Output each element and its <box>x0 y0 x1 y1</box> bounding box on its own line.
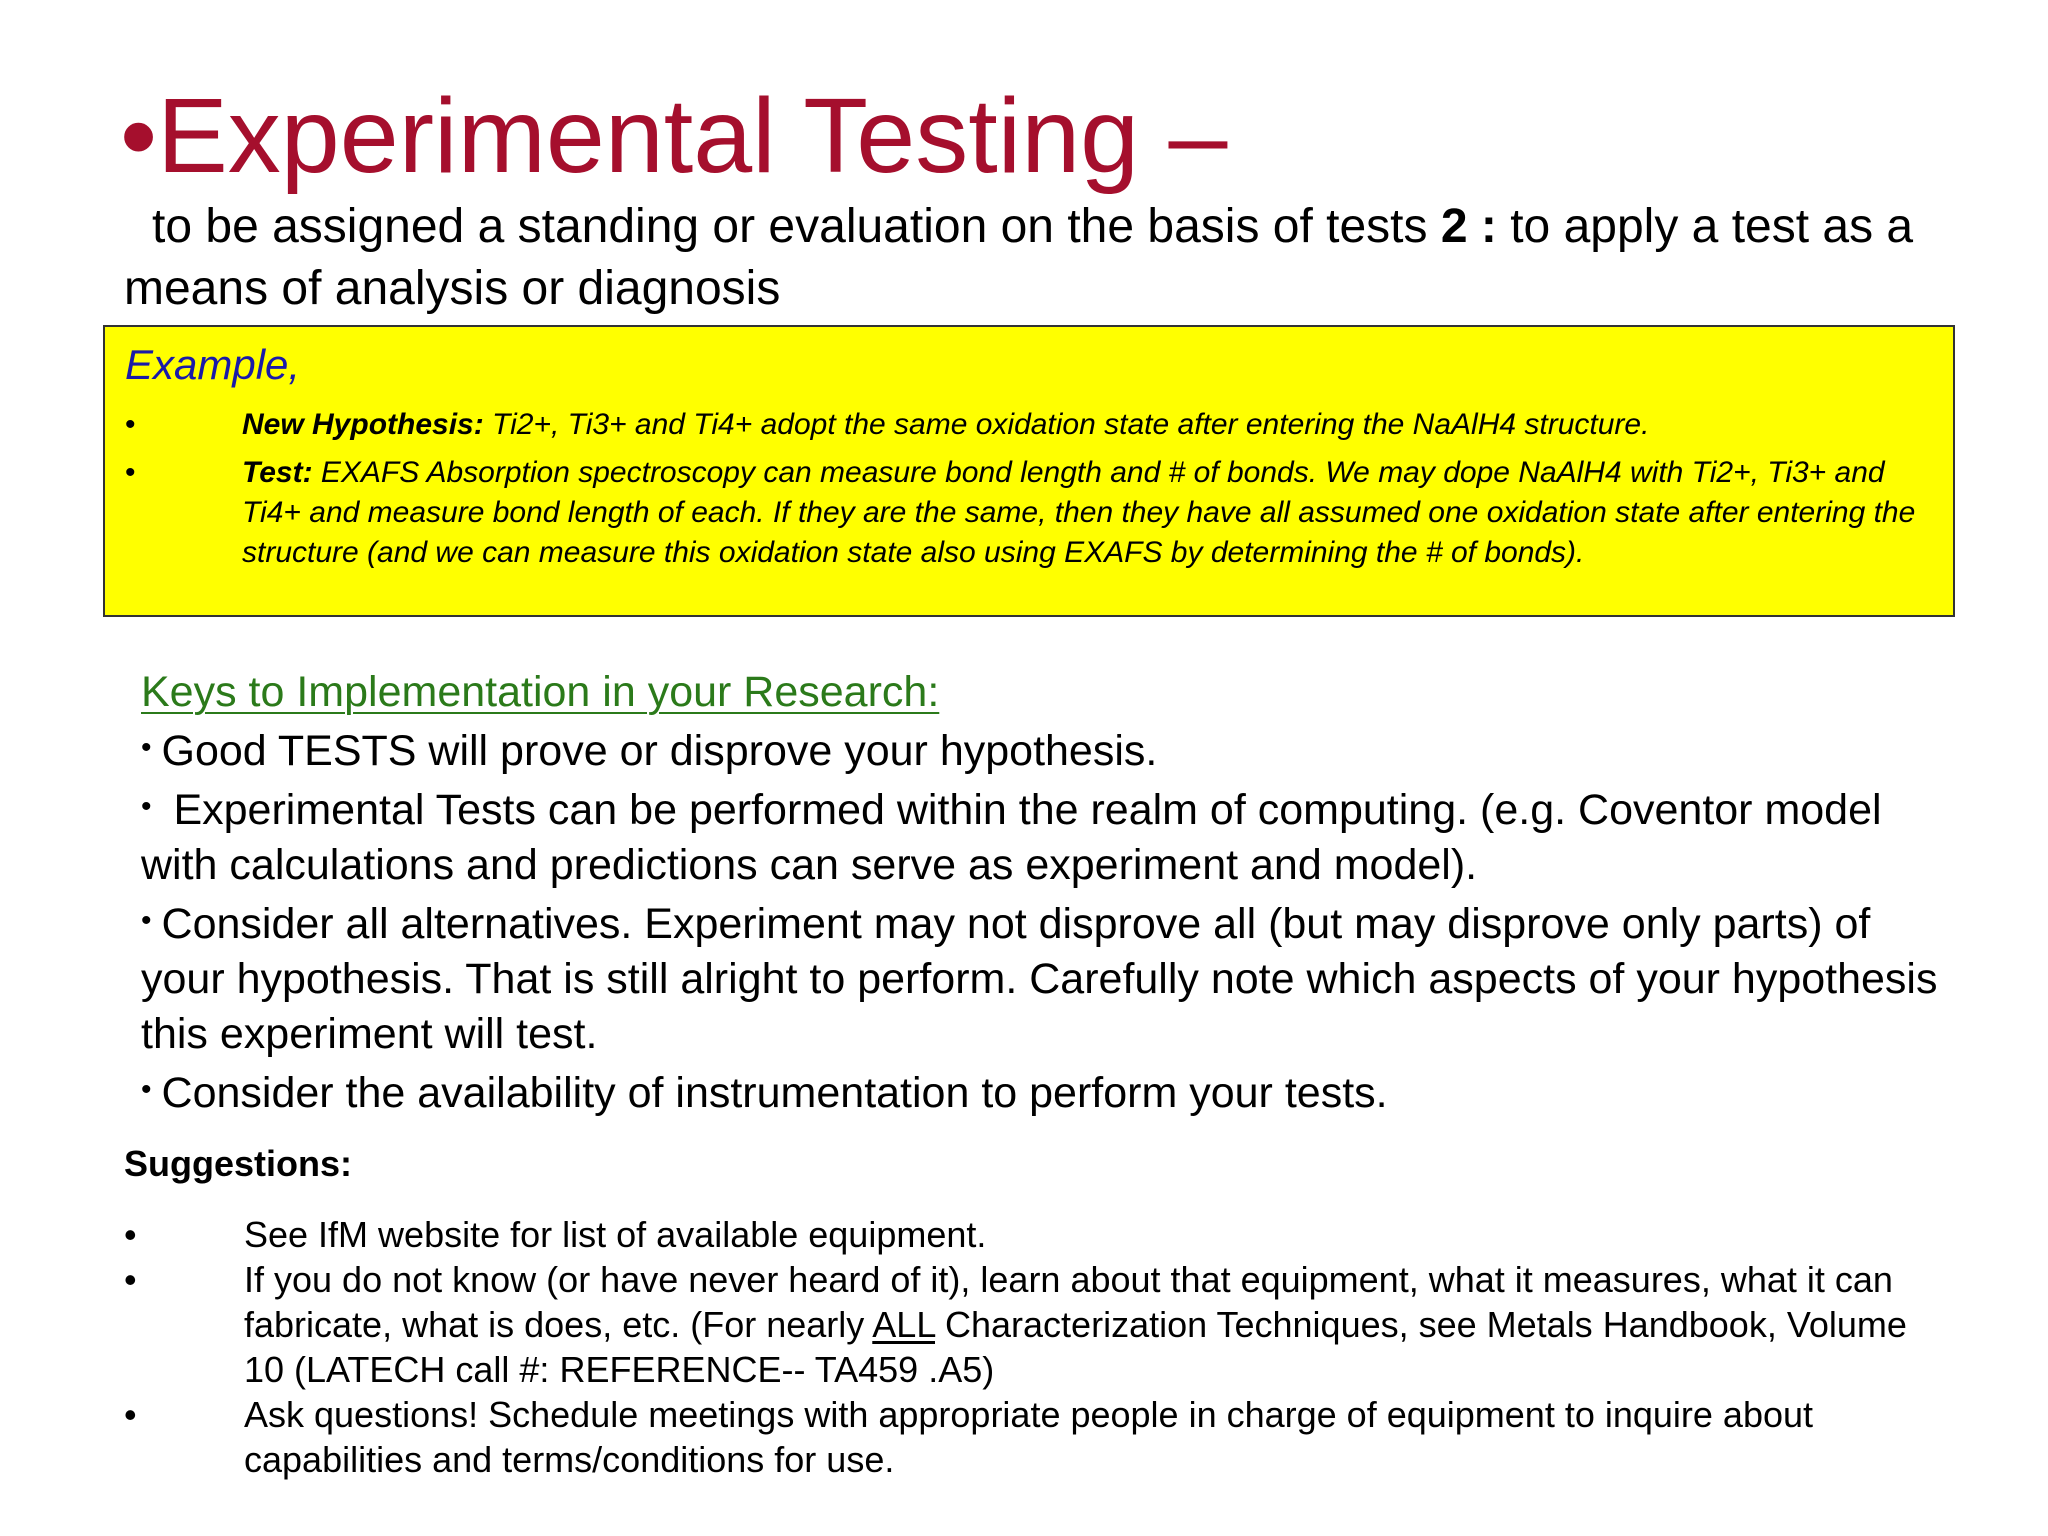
bullet: • <box>124 1394 137 1435</box>
bullet: • <box>141 790 152 823</box>
definition-bold: 2 : <box>1440 200 1497 253</box>
definition-text <box>124 196 1954 320</box>
suggestion-item: • Ask questions! Schedule meetings with appropriate people in charge of equipment to inquire about capabilities and terms/conditions for use. <box>124 1394 1814 1480</box>
bullet: • <box>125 456 136 489</box>
keys-section <box>141 665 1941 1121</box>
bullet: • <box>124 1259 137 1300</box>
keys-heading: Keys to Implementation in your Research: <box>141 668 940 716</box>
bullet: • <box>125 408 136 441</box>
keys-item: • Consider all alternatives. Experiment may not disprove all (but may disprove only parts) of your hypothesis. That is still alright to perform. Carefully note which aspects of your hypothesis this experiment will test. <box>141 900 1938 1058</box>
suggestions-section <box>124 1140 1954 1482</box>
suggestions-list <box>124 1212 1954 1482</box>
example-item-label: Test: <box>242 456 313 489</box>
example-item-label: New Hypothesis: <box>242 408 484 441</box>
slide-title: •Experimental Testing – <box>120 77 1228 195</box>
example-heading: Example, <box>125 341 301 388</box>
example-item-text: New Hypothesis: Ti2+, Ti3+ and Ti4+ adopt the same oxidation state after entering the NaAlH4 structure. <box>242 408 1650 441</box>
example-item-text: Test: EXAFS Absorption spectroscopy can measure bond length and # of bonds. We may dope NaAlH4 with Ti2+, Ti3+ and Ti4+ and measure bond length of each. If they are the same, then they have all assumed one oxidation state after entering the structure (and we can measure this oxidation state also using EXAFS by determining the # of bonds). <box>242 456 1916 569</box>
definition-part2: to apply a test as a means of analysis or diagnosis <box>124 200 1914 315</box>
example-box <box>103 325 1955 617</box>
keys-item: • Consider the availability of instrumentation to perform your tests. <box>141 1069 1388 1117</box>
definition-part1: to be assigned a standing or evaluation on the basis of tests <box>152 200 1441 253</box>
suggestion-item: • If you do not know (or have never heard of it), learn about that equipment, what it measures, what it can fabricate, what is does, etc. (For nearly ALL Characterization Techniques, see Metals Handbook, Volume 10 (LATECH call #: REFERENCE-- TA459 .A5) <box>124 1259 1907 1390</box>
underlined-all: ALL <box>872 1304 935 1345</box>
suggestion-item: • See IfM website for list of available equipment. <box>124 1214 987 1255</box>
suggestions-heading: Suggestions: <box>124 1143 353 1184</box>
bullet: • <box>124 1214 137 1255</box>
bullet: • <box>141 731 152 764</box>
bullet: • <box>141 1073 152 1106</box>
keys-item: • Experimental Tests can be performed within the realm of computing. (e.g. Coventor model with calculations and predictions can serve as experiment and model). <box>141 786 1882 889</box>
keys-item: • Good TESTS will prove or disprove your hypothesis. <box>141 727 1158 775</box>
bullet: • <box>141 904 152 937</box>
